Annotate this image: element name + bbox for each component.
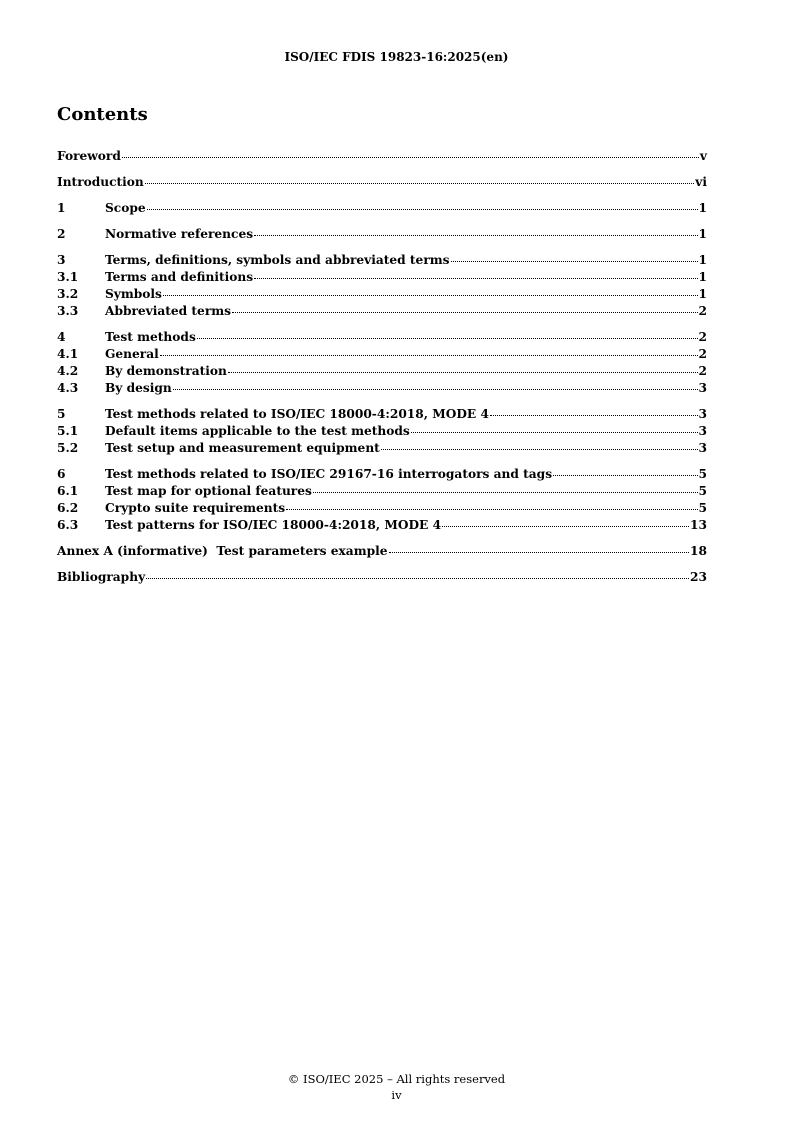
toc-entry-page: vi xyxy=(695,175,707,189)
toc-entry-page: 5 xyxy=(698,484,707,498)
toc-entry-number: 6.2 xyxy=(57,501,79,515)
toc-entry-general[interactable] xyxy=(57,346,707,363)
toc-entry-number: 5.1 xyxy=(57,424,79,438)
toc-entry-abbreviated-terms[interactable] xyxy=(57,303,707,320)
toc-entry-bibliography[interactable] xyxy=(57,569,707,586)
toc-entry-label: By demonstration xyxy=(105,364,227,378)
page-footer xyxy=(0,1071,793,1103)
toc-entry-label: Test map for optional features xyxy=(105,484,312,498)
toc-leader-dots xyxy=(286,509,697,510)
toc-leader-dots xyxy=(451,261,698,262)
toc-entry-label: Test methods xyxy=(105,330,196,344)
page-number: iv xyxy=(391,1088,402,1102)
toc-leader-dots xyxy=(197,338,698,339)
toc-entry-page: 3 xyxy=(698,424,707,438)
toc-entry-test-map[interactable] xyxy=(57,483,707,500)
toc-entry-test-patterns[interactable] xyxy=(57,517,707,534)
page-title: Contents xyxy=(57,104,148,125)
toc-entry-page: 23 xyxy=(690,570,707,584)
toc-entry-number: 3 xyxy=(57,253,66,267)
toc-entry-interrogators-and-tags[interactable] xyxy=(57,466,707,483)
toc-entry-label: Bibliography xyxy=(57,570,146,584)
toc-leader-dots xyxy=(232,312,698,313)
toc-entry-page: 3 xyxy=(698,381,707,395)
toc-leader-dots xyxy=(313,492,698,493)
toc-entry-number: 4 xyxy=(57,330,66,344)
toc-entry-number: 4.1 xyxy=(57,347,79,361)
toc-entry-introduction[interactable] xyxy=(57,174,707,191)
toc-entry-crypto-suite[interactable] xyxy=(57,500,707,517)
toc-entry-label: Terms and definitions xyxy=(105,270,254,284)
copyright-notice: © ISO/IEC 2025 – All rights reserved xyxy=(287,1072,506,1086)
toc-entry-label: Symbols xyxy=(105,287,162,301)
toc-leader-dots xyxy=(173,389,698,390)
toc-entry-normative-references[interactable] xyxy=(57,226,707,243)
toc-entry-number: 6 xyxy=(57,467,66,481)
toc-entry-by-design[interactable] xyxy=(57,380,707,397)
toc-leader-dots xyxy=(411,432,698,433)
toc-entry-page: 2 xyxy=(698,347,707,361)
toc-entry-number: 5.2 xyxy=(57,441,79,455)
toc-leader-dots xyxy=(145,183,694,184)
toc-entry-label: Crypto suite requirements xyxy=(105,501,286,515)
toc-entry-page: 1 xyxy=(698,287,707,301)
toc-entry-test-setup[interactable] xyxy=(57,440,707,457)
toc-entry-test-methods[interactable] xyxy=(57,329,707,346)
toc-entry-terms[interactable] xyxy=(57,252,707,269)
toc-entry-number: 4.3 xyxy=(57,381,79,395)
toc-entry-page: 1 xyxy=(698,270,707,284)
toc-leader-dots xyxy=(553,475,697,476)
toc-entry-by-demonstration[interactable] xyxy=(57,363,707,380)
toc-entry-page: 1 xyxy=(698,227,707,241)
toc-entry-mode4-test-methods[interactable] xyxy=(57,406,707,423)
toc-entry-number: 3.3 xyxy=(57,304,79,318)
toc-entry-page: 3 xyxy=(698,441,707,455)
toc-leader-dots xyxy=(490,415,698,416)
toc-entry-page: 2 xyxy=(698,304,707,318)
table-of-contents xyxy=(57,148,707,586)
toc-entry-label: Default items applicable to the test methods xyxy=(105,424,410,438)
toc-entry-number: 4.2 xyxy=(57,364,79,378)
toc-entry-page: 13 xyxy=(690,518,707,532)
toc-entry-page: 3 xyxy=(698,407,707,421)
toc-entry-page: 18 xyxy=(690,544,707,558)
toc-leader-dots xyxy=(147,209,698,210)
toc-entry-number: 1 xyxy=(57,201,66,215)
toc-entry-label: Test methods related to ISO/IEC 29167-16 interrogators and tags xyxy=(105,467,553,481)
toc-entry-label: Annex A (informative) Test parameters example xyxy=(57,544,388,558)
toc-leader-dots xyxy=(389,552,690,553)
toc-entry-page: 2 xyxy=(698,364,707,378)
toc-entry-terms-and-definitions[interactable] xyxy=(57,269,707,286)
toc-leader-dots xyxy=(228,372,698,373)
toc-entry-annex-a[interactable] xyxy=(57,543,707,560)
toc-entry-page: 5 xyxy=(698,467,707,481)
toc-entry-page: 5 xyxy=(698,501,707,515)
toc-entry-page: 1 xyxy=(698,201,707,215)
toc-entry-page: 1 xyxy=(698,253,707,267)
toc-entry-symbols[interactable] xyxy=(57,286,707,303)
toc-entry-label: Test patterns for ISO/IEC 18000-4:2018, MODE 4 xyxy=(105,518,442,532)
toc-entry-number: 2 xyxy=(57,227,66,241)
toc-entry-label: Scope xyxy=(105,201,146,215)
toc-entry-number: 6.3 xyxy=(57,518,79,532)
toc-entry-number: 3.2 xyxy=(57,287,79,301)
toc-entry-label: Foreword xyxy=(57,149,121,163)
toc-leader-dots xyxy=(254,235,697,236)
toc-leader-dots xyxy=(381,449,698,450)
toc-leader-dots xyxy=(163,295,698,296)
toc-leader-dots xyxy=(442,526,689,527)
toc-entry-number: 5 xyxy=(57,407,66,421)
toc-entry-label: Test methods related to ISO/IEC 18000-4:2018, MODE 4 xyxy=(105,407,489,421)
toc-entry-default-items[interactable] xyxy=(57,423,707,440)
toc-entry-number: 6.1 xyxy=(57,484,79,498)
toc-entry-label: Introduction xyxy=(57,175,144,189)
page-header: ISO/IEC FDIS 19823-16:2025(en) xyxy=(284,50,509,64)
toc-entry-foreword[interactable] xyxy=(57,148,707,165)
toc-entry-number: 3.1 xyxy=(57,270,79,284)
toc-entry-label: Normative references xyxy=(105,227,254,241)
toc-entry-label: Abbreviated terms xyxy=(105,304,231,318)
toc-leader-dots xyxy=(254,278,697,279)
toc-entry-scope[interactable] xyxy=(57,200,707,217)
toc-entry-label: Terms, definitions, symbols and abbreviated terms xyxy=(105,253,450,267)
toc-entry-page: v xyxy=(699,149,707,163)
toc-entry-label: General xyxy=(105,347,159,361)
toc-entry-label: By design xyxy=(105,381,172,395)
toc-leader-dots xyxy=(122,157,699,158)
toc-leader-dots xyxy=(160,355,698,356)
toc-leader-dots xyxy=(146,578,689,579)
toc-entry-label: Test setup and measurement equipment xyxy=(105,441,380,455)
toc-entry-page: 2 xyxy=(698,330,707,344)
